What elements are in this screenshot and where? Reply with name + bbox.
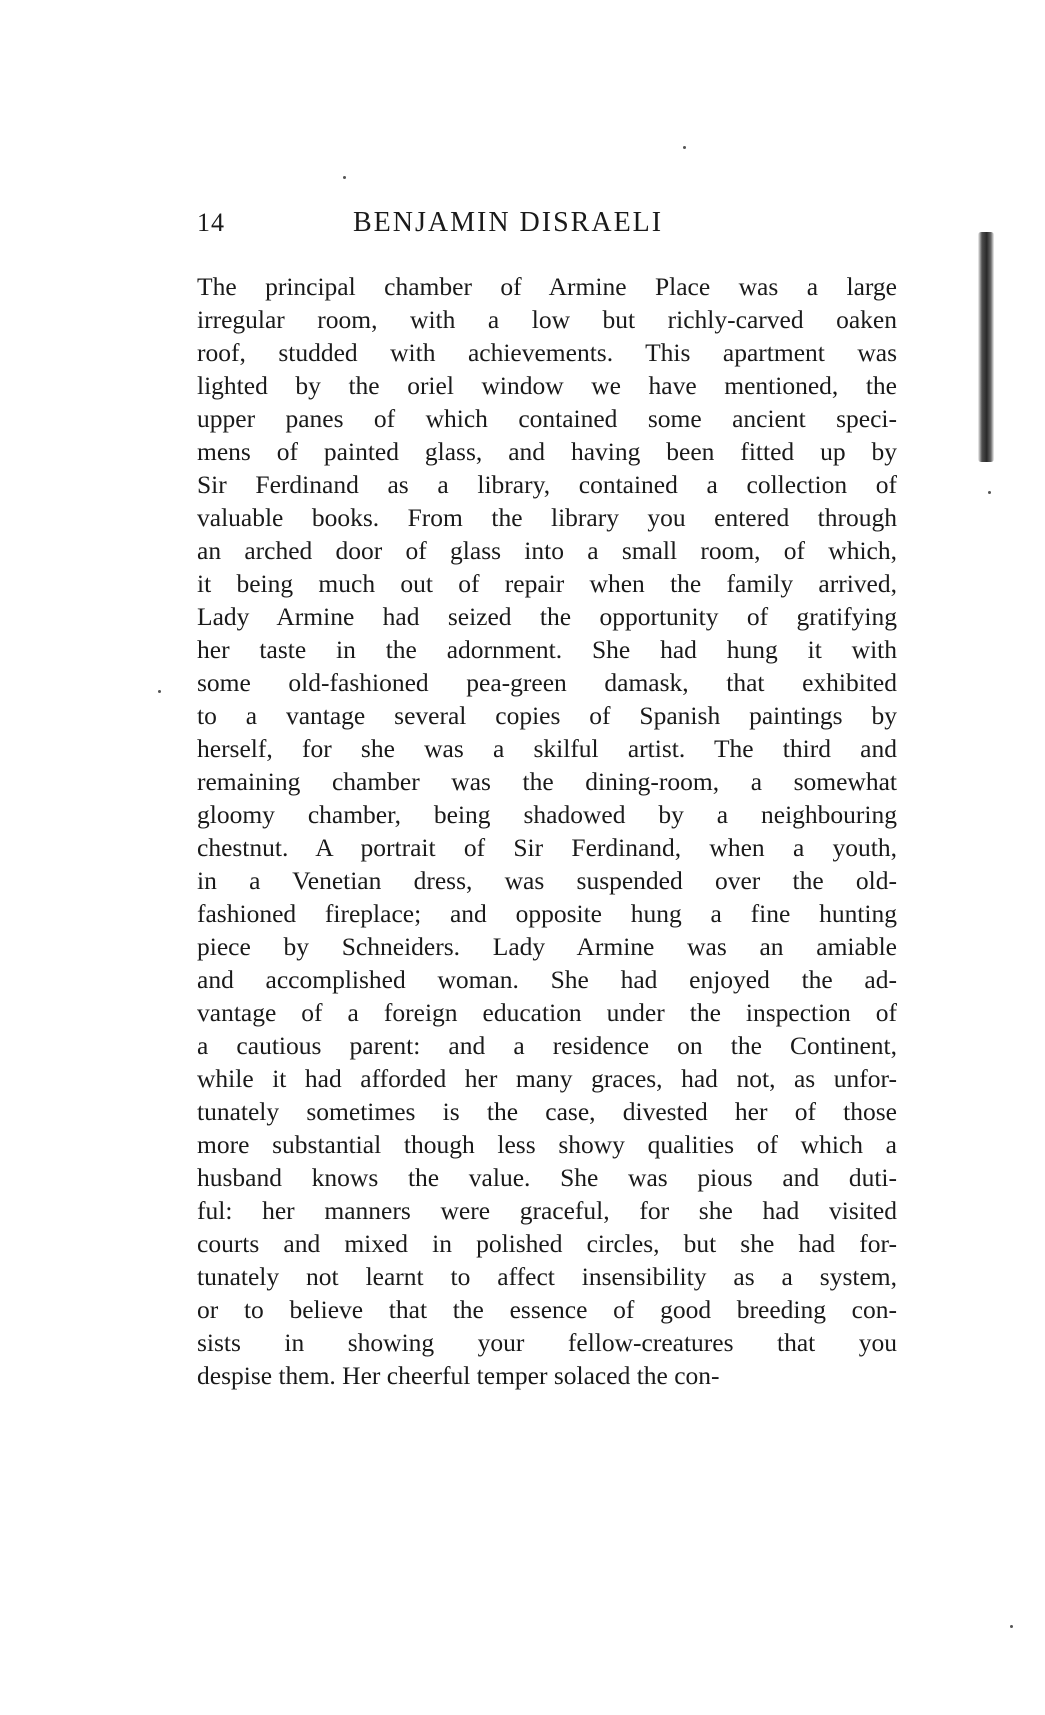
text-line: piece by Schneiders. Lady Armine was an amiable [197, 932, 897, 961]
text-line: chestnut. A portrait of Sir Ferdinand, when a youth, [197, 833, 897, 862]
text-line: lighted by the oriel window we have mentioned, the [197, 371, 897, 400]
text-line: mens of painted glass, and having been fitted up by [197, 437, 897, 466]
text-line: and accomplished woman. She had enjoyed the ad- [197, 965, 897, 994]
text-line: an arched door of glass into a small room, of which, [197, 536, 897, 565]
text-line: tunately sometimes is the case, divested her of those [197, 1097, 897, 1126]
text-line: valuable books. From the library you entered through [197, 503, 897, 532]
page-number: 14 [197, 208, 225, 237]
text-line: sists in showing your fellow-creatures that you [197, 1328, 897, 1357]
text-line: some old-fashioned pea-green damask, that exhibited [197, 668, 897, 697]
text-line: vantage of a foreign education under the inspection of [197, 998, 897, 1027]
text-line: herself, for she was a skilful artist. The third and [197, 734, 897, 763]
text-line: The principal chamber of Armine Place was a large [197, 272, 897, 301]
text-line: to a vantage several copies of Spanish paintings by [197, 701, 897, 730]
text-line: despise them. Her cheerful temper solaced the con- [197, 1361, 720, 1390]
text-line: courts and mixed in polished circles, but she had for- [197, 1229, 897, 1258]
text-line: more substantial though less showy qualities of which a [197, 1130, 897, 1159]
text-line: while it had afforded her many graces, had not, as unfor- [197, 1064, 897, 1093]
print-speck [1010, 1625, 1013, 1628]
text-line: upper panes of which contained some ancient speci- [197, 404, 897, 433]
text-line: gloomy chamber, being shadowed by a neighbouring [197, 800, 897, 829]
print-speck [988, 491, 991, 494]
print-speck [158, 690, 161, 693]
text-line: it being much out of repair when the family arrived, [197, 569, 897, 598]
running-title: BENJAMIN DISRAELI [353, 207, 664, 238]
text-line: Sir Ferdinand as a library, contained a collection of [197, 470, 897, 499]
print-speck [683, 146, 686, 149]
body-text [197, 270, 897, 1392]
text-line: Lady Armine had seized the opportunity of gratifying [197, 602, 897, 631]
text-line: or to believe that the essence of good breeding con- [197, 1295, 897, 1324]
text-line: ful: her manners were graceful, for she had visited [197, 1196, 897, 1225]
text-line: a cautious parent: and a residence on the Continent, [197, 1031, 897, 1060]
print-speck [343, 176, 346, 179]
text-line: remaining chamber was the dining-room, a somewhat [197, 767, 897, 796]
running-head [197, 205, 897, 241]
text-line: irregular room, with a low but richly-carved oaken [197, 305, 897, 334]
text-line: her taste in the adornment. She had hung it with [197, 635, 897, 664]
page-edge-shadow [978, 232, 994, 462]
text-line: husband knows the value. She was pious and duti- [197, 1163, 897, 1192]
text-line: fashioned fireplace; and opposite hung a fine hunting [197, 899, 897, 928]
text-line: in a Venetian dress, was suspended over the old- [197, 866, 897, 895]
text-line: tunately not learnt to affect insensibility as a system, [197, 1262, 897, 1291]
text-line: roof, studded with achievements. This apartment was [197, 338, 897, 367]
